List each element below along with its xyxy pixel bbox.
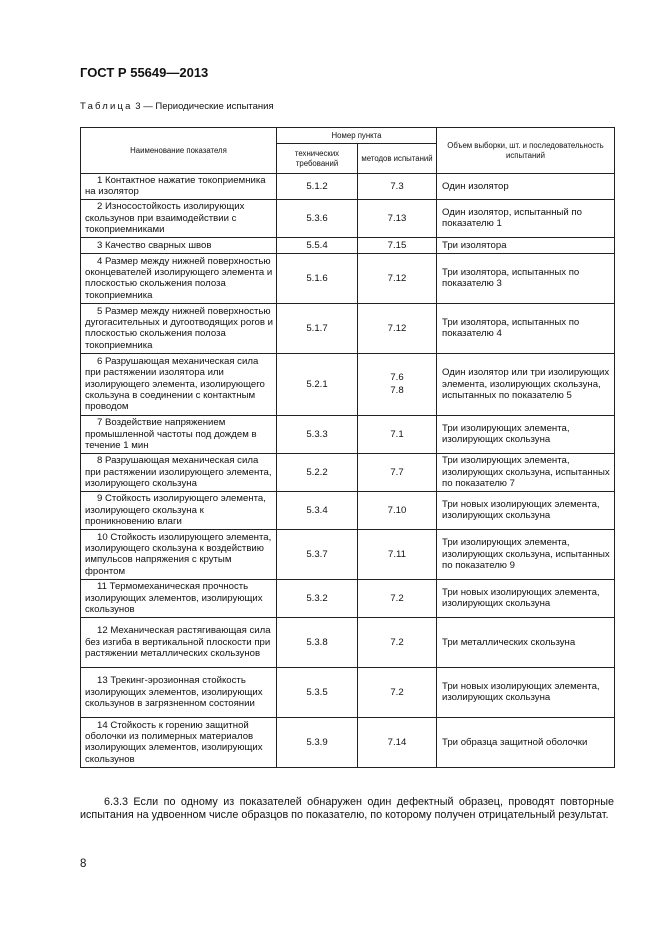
- method-number-cell: [358, 453, 437, 491]
- table-row: [81, 237, 615, 253]
- method-number: 7.7: [390, 466, 404, 478]
- indicator-name: 11 Термомеханическая прочность изолирующих элементов, изолирующих скользунов: [85, 581, 263, 616]
- table-caption-title: — Периодические испытания: [143, 101, 274, 112]
- sample-volume: Три новых изолирующих элемента, изолирующих скользуна: [437, 491, 615, 529]
- method-number: 7.1: [390, 428, 404, 440]
- requirement-number: 5.3.6: [277, 199, 358, 237]
- requirement-number: 5.3.4: [277, 491, 358, 529]
- indicator-name: 2 Износостойкость изолирующих скользунов при взаимодействии с токоприемниками: [85, 201, 245, 236]
- indicator-name-cell: [81, 415, 277, 453]
- indicator-name: 1 Контактное нажатие токоприемника на изолятор: [85, 175, 266, 198]
- method-number-cell: [358, 353, 437, 415]
- method-number-cell: [358, 717, 437, 767]
- method-number-cell: [358, 174, 437, 200]
- indicator-name: 9 Стойкость изолирующего элемента, изолирующего скользуна к проникновению влаги: [85, 493, 266, 528]
- indicator-name: 13 Трекинг-эрозионная стойкость изолирующих элементов, изолирующих скользунов в загрязненном состоянии: [85, 675, 263, 710]
- document-code: ГОСТ Р 55649—2013: [80, 65, 209, 80]
- method-number: 7.13: [387, 212, 407, 224]
- indicator-name-cell: [81, 303, 277, 353]
- method-number-cell: [358, 579, 437, 617]
- requirement-number: 5.3.2: [277, 579, 358, 617]
- requirement-number: 5.1.6: [277, 253, 358, 303]
- indicator-name: 14 Стойкость к горению защитной оболочки из полимерных материалов изолирующих элементов, изолирующих скользунов: [85, 719, 263, 765]
- sample-volume: Три металлических скользуна: [437, 617, 615, 667]
- sample-volume: Один изолятор, испытанный по показателю 1: [437, 199, 615, 237]
- table-row: [81, 667, 615, 717]
- method-number: 7.10: [387, 504, 407, 516]
- sample-volume: Три изолирующих элемента, изолирующих скользуна, испытанных по показателю 9: [437, 529, 615, 579]
- requirement-number: 5.3.8: [277, 617, 358, 667]
- sample-volume: Три изолятора, испытанных по показателю 3: [437, 253, 615, 303]
- requirement-number: 5.3.5: [277, 667, 358, 717]
- table-row: [81, 415, 615, 453]
- method-number: 7.11: [388, 548, 406, 560]
- method-number-cell: [358, 415, 437, 453]
- sample-volume: Три новых изолирующих элемента, изолирующих скользуна: [437, 579, 615, 617]
- requirement-number: 5.1.2: [277, 174, 358, 200]
- method-number: 7.14: [387, 736, 407, 748]
- header-indicator-name: Наименование показателя: [81, 128, 277, 174]
- indicator-name: 4 Размер между нижней поверхностью оконцевателей изолирующего элемента и плоскостью скольжения полоза токоприемника: [85, 255, 273, 301]
- table-row: [81, 453, 615, 491]
- sample-volume: Три изолирующих элемента, изолирующих скользуна: [437, 415, 615, 453]
- table-row: [81, 717, 615, 767]
- table-caption: [80, 101, 274, 112]
- periodic-tests-table: [80, 127, 615, 768]
- method-number: 7.12: [387, 322, 407, 334]
- sample-volume: Три изолятора: [437, 237, 615, 253]
- indicator-name: 7 Воздействие напряжением промышленной частоты под дождем в течение 1 мин: [85, 417, 257, 452]
- indicator-name-cell: [81, 174, 277, 200]
- method-number-cell: [358, 617, 437, 667]
- method-number-secondary: 7.8: [390, 385, 404, 397]
- table-row: [81, 303, 615, 353]
- indicator-name: 10 Стойкость изолирующего элемента, изолирующего скользуна к воздействию импульсов напряжения с крутым фронтом: [85, 531, 272, 577]
- method-number: 7.2: [390, 592, 404, 604]
- indicator-name-cell: [81, 529, 277, 579]
- clause-text: 6.3.3 Если по одному из показателей обнаружен один дефектный образец, проводят повторные испытания на удвоенном числе образцов по показателю, по которому получен отрицательный результат.: [80, 796, 614, 822]
- indicator-name: 3 Качество сварных швов: [97, 239, 212, 251]
- indicator-name-cell: [81, 353, 277, 415]
- table-row: [81, 174, 615, 200]
- sample-volume: Три образца защитной оболочки: [437, 717, 615, 767]
- indicator-name-cell: [81, 667, 277, 717]
- method-number-cell: [358, 667, 437, 717]
- method-number-cell: [358, 237, 437, 253]
- method-number: 7.12: [387, 272, 407, 284]
- table-row: [81, 253, 615, 303]
- requirement-number: 5.3.3: [277, 415, 358, 453]
- requirement-number: 5.3.9: [277, 717, 358, 767]
- method-number-cell: [358, 199, 437, 237]
- method-number-cell: [358, 529, 437, 579]
- method-number: 7.15: [387, 239, 407, 251]
- method-number-cell: [358, 253, 437, 303]
- indicator-name-cell: [81, 453, 277, 491]
- clause-6-3-3: [80, 796, 614, 823]
- page-number: 8: [80, 858, 87, 870]
- table-caption-number: 3: [135, 101, 141, 112]
- indicator-name: 5 Размер между нижней поверхностью дугогасительных и дугоотводящих рогов и плоскостью скольжения полоза токоприемника: [85, 305, 273, 351]
- indicator-name-cell: [81, 491, 277, 529]
- sample-volume: Три новых изолирующих элемента, изолирующих скользуна: [437, 667, 615, 717]
- table-caption-label: Таблица: [80, 101, 133, 112]
- indicator-name-cell: [81, 253, 277, 303]
- sample-volume: Один изолятор или три изолирующих элемента, изолирующих скользуна, испытанных по показателю 5: [437, 353, 615, 415]
- method-number: 7.3: [390, 180, 404, 192]
- header-test-methods: методов испытаний: [358, 144, 437, 174]
- requirement-number: 5.5.4: [277, 237, 358, 253]
- header-sample-volume: Объем выборки, шт. и последовательность испытаний: [437, 128, 615, 174]
- indicator-name-cell: [81, 717, 277, 767]
- sample-volume: Три изолятора, испытанных по показателю 4: [437, 303, 615, 353]
- requirement-number: 5.2.1: [277, 353, 358, 415]
- sample-volume: Один изолятор: [437, 174, 615, 200]
- requirement-number: 5.2.2: [277, 453, 358, 491]
- header-item-number: Номер пункта: [277, 128, 437, 144]
- method-number-cell: [358, 303, 437, 353]
- table-row: [81, 579, 615, 617]
- requirement-number: 5.1.7: [277, 303, 358, 353]
- indicator-name: 12 Механическая растягивающая сила без изгиба в вертикальной плоскости при растяжении металлических скользунов: [85, 625, 271, 660]
- requirement-number: 5.3.7: [277, 529, 358, 579]
- table-row: [81, 491, 615, 529]
- method-number: 7.2: [390, 636, 404, 648]
- indicator-name: 6 Разрушающая механическая сила при растяжении изолятора или изолирующего элемента, изолирующего скользуна в соединении с контактным проводом: [85, 355, 265, 413]
- indicator-name-cell: [81, 579, 277, 617]
- indicator-name-cell: [81, 199, 277, 237]
- indicator-name: 8 Разрушающая механическая сила при растяжении изолирующего элемента, изолирующего скользуна: [85, 455, 272, 490]
- method-number: 7.6: [390, 371, 404, 383]
- header-technical-requirements: технических требований: [277, 144, 358, 174]
- sample-volume: Три изолирующих элемента, изолирующих скользуна, испытанных по показателю 7: [437, 453, 615, 491]
- table-row: [81, 199, 615, 237]
- indicator-name-cell: [81, 237, 277, 253]
- method-number: 7.2: [390, 686, 404, 698]
- indicator-name-cell: [81, 617, 277, 667]
- table-row: [81, 529, 615, 579]
- table-body: [81, 174, 615, 768]
- method-number-cell: [358, 491, 437, 529]
- table-row: [81, 617, 615, 667]
- table-row: [81, 353, 615, 415]
